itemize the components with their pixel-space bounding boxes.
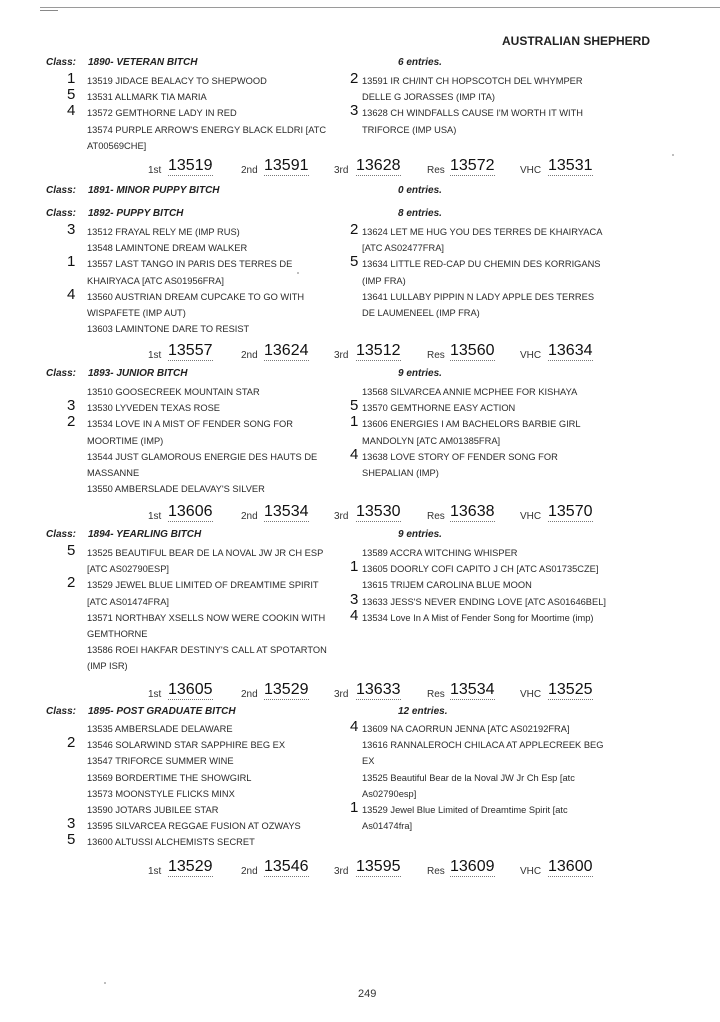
entry-text: 13512 FRAYAL RELY ME (IMP RUS) xyxy=(87,227,240,237)
entries-count: 12 entries. xyxy=(398,706,448,717)
entry-text: (IMP ISR) xyxy=(87,661,128,672)
entry-column-right xyxy=(350,718,652,834)
placing-number: 1 xyxy=(350,558,359,576)
class-label: Class: xyxy=(46,368,77,379)
entry-item xyxy=(87,799,359,818)
entry-item xyxy=(67,815,359,834)
entry-text: DE LAUMENEEL (IMP FRA) xyxy=(362,308,480,319)
entry-text: 13534 Love In A Mist of Fender Song for Moortime (imp) xyxy=(362,612,594,623)
entry-text: 13557 LAST TANGO IN PARIS DES TERRES DE xyxy=(87,259,293,270)
entries-count: 9 entries. xyxy=(398,529,442,540)
entry-text: 13568 SILVARCEA ANNIE MCPHEE FOR KISHAYA xyxy=(362,387,578,397)
award-label-third: 3rd xyxy=(334,689,349,700)
entry-column-left xyxy=(67,384,359,497)
entry-text: 13571 NORTHBAY XSELLS NOW WERE COOKIN WITH xyxy=(87,612,326,623)
placing-number: 3 xyxy=(350,590,359,608)
entry-item xyxy=(350,253,652,288)
entry-item xyxy=(87,718,359,737)
award-value-vhc: 13531 xyxy=(548,157,593,174)
page-title: AUSTRALIAN SHEPHERD xyxy=(501,34,650,48)
award-value-second: 13546 xyxy=(264,858,309,875)
placing-number: 4 xyxy=(350,606,359,624)
awards-row xyxy=(0,853,720,877)
entry-item xyxy=(350,397,652,416)
entry-text: 13525 Beautiful Bear de la Noval JW Jr Ch Esp [atc xyxy=(362,772,575,783)
entry-text: SHEPALIAN (IMP) xyxy=(362,468,439,479)
placing-number: 1 xyxy=(67,253,76,271)
scan-speck xyxy=(104,982,106,984)
entry-item xyxy=(350,718,652,737)
class-name: 1895- POST GRADUATE BITCH xyxy=(88,706,236,717)
placing-number: 4 xyxy=(350,718,359,735)
entry-item xyxy=(362,577,652,593)
placing-number: 2 xyxy=(67,413,76,431)
entry-text: 13529 JEWEL BLUE LIMITED OF DREAMTIME SPIRIT xyxy=(87,580,319,591)
entry-text: 13574 PURPLE ARROW'S ENERGY BLACK ELDRI [ATC xyxy=(87,124,327,135)
entries-count: 0 entries. xyxy=(398,185,442,196)
award-value-third: 13595 xyxy=(356,858,401,875)
entry-item xyxy=(87,753,359,769)
corner-mark xyxy=(40,10,58,11)
entry-text: 13624 LET ME HUG YOU DES TERRES DE KHAIRYACA xyxy=(362,227,603,237)
entry-item xyxy=(87,770,359,786)
entry-item xyxy=(350,799,652,834)
award-value-third: 13628 xyxy=(356,157,401,174)
entry-column-left xyxy=(67,221,359,337)
award-value-third: 13512 xyxy=(356,342,401,359)
entry-text: 13606 ENERGIES I AM BACHELORS BARBIE GIRL xyxy=(362,419,581,430)
entry-text: 13572 GEMTHORNE LADY IN RED xyxy=(87,108,237,119)
class-heading xyxy=(46,208,183,219)
entry-item xyxy=(350,445,652,481)
entry-text: 13548 LAMINTONE DREAM WALKER xyxy=(87,243,248,254)
entry-column-right xyxy=(350,545,652,626)
entry-text: 13529 Jewel Blue Limited of Dreamtime Spirit [atc xyxy=(362,805,568,816)
class-name: 1891- MINOR PUPPY BITCH xyxy=(88,185,220,196)
entry-text: GEMTHORNE xyxy=(87,629,148,640)
placing-number: 5 xyxy=(67,831,76,849)
entry-text: 13628 CH WINDFALLS CAUSE I'M WORTH IT WITH xyxy=(362,108,583,119)
entry-item xyxy=(350,413,652,448)
entry-text: 13603 LAMINTONE DARE TO RESIST xyxy=(87,324,250,335)
placing-number: 2 xyxy=(350,70,359,87)
award-value-first: 13557 xyxy=(168,342,213,359)
class-heading xyxy=(46,368,187,379)
award-value-first: 13606 xyxy=(168,503,213,520)
award-value-vhc: 13570 xyxy=(548,503,593,520)
class-heading xyxy=(46,706,236,717)
award-label-vhc: VHC xyxy=(520,350,542,361)
award-label-reserve: Res xyxy=(427,165,445,176)
placing-number: 3 xyxy=(350,102,359,120)
entry-text: 13560 AUSTRIAN DREAM CUPCAKE TO GO WITH xyxy=(87,291,305,302)
award-value-reserve: 13534 xyxy=(450,681,495,698)
entry-text: 13525 BEAUTIFUL BEAR DE LA NOVAL JW JR CH ESP xyxy=(87,548,324,558)
award-value-third: 13530 xyxy=(356,503,401,520)
award-value-second: 13529 xyxy=(264,681,309,698)
entry-item xyxy=(67,70,359,89)
award-label-reserve: Res xyxy=(427,511,445,522)
entry-text: MANDOLYN [ATC AM01385FRA] xyxy=(362,435,501,446)
entry-text: 13531 ALLMARK TIA MARIA xyxy=(87,92,207,103)
placing-number: 5 xyxy=(350,253,359,271)
entry-column-right xyxy=(350,384,652,481)
entry-text: 13573 MOONSTYLE FLICKS MINX xyxy=(87,788,235,799)
entry-text: 13590 JOTARS JUBILEE STAR xyxy=(87,805,219,816)
entry-text: 13570 GEMTHORNE EASY ACTION xyxy=(362,403,516,414)
award-value-reserve: 13572 xyxy=(450,157,495,174)
entry-column-left xyxy=(67,70,359,154)
entry-item xyxy=(67,221,359,240)
award-value-vhc: 13525 xyxy=(548,681,593,698)
scan-speck xyxy=(297,272,299,274)
entry-text: 13641 LULLABY PIPPIN N LADY APPLE DES TERRES xyxy=(362,291,595,302)
class-section xyxy=(0,185,720,205)
entry-item xyxy=(350,558,652,577)
entry-text: TRIFORCE (IMP USA) xyxy=(362,124,457,135)
entries-count: 8 entries. xyxy=(398,208,442,219)
scan-speck xyxy=(672,154,674,156)
award-label-reserve: Res xyxy=(427,866,445,877)
entries-count: 6 entries. xyxy=(398,57,442,68)
entry-text: 13546 SOLARWIND STAR SAPPHIRE BEG EX xyxy=(87,740,286,751)
award-label-vhc: VHC xyxy=(520,165,542,176)
entry-text: 13530 LYVEDEN TEXAS ROSE xyxy=(87,403,220,414)
entry-text: 13638 LOVE STORY OF FENDER SONG FOR xyxy=(362,451,558,462)
award-value-first: 13519 xyxy=(168,157,213,174)
entry-item xyxy=(87,642,359,674)
entry-item xyxy=(87,481,359,497)
page-number: 249 xyxy=(358,988,377,1000)
entry-item xyxy=(67,86,359,105)
entry-text: EX xyxy=(362,756,375,767)
entry-item xyxy=(67,102,359,121)
award-label-vhc: VHC xyxy=(520,511,542,522)
entry-text: 13544 JUST GLAMOROUS ENERGIE DES HAUTS DE xyxy=(87,451,318,462)
entry-column-right xyxy=(350,221,652,321)
placing-number: 5 xyxy=(350,397,359,415)
class-label: Class: xyxy=(46,57,77,68)
award-label-third: 3rd xyxy=(334,511,349,522)
award-value-vhc: 13600 xyxy=(548,858,593,875)
award-value-reserve: 13560 xyxy=(450,342,495,359)
class-label: Class: xyxy=(46,706,77,717)
entry-item xyxy=(350,590,652,610)
entry-item xyxy=(67,285,359,321)
entry-item xyxy=(362,289,652,321)
entry-item xyxy=(87,445,359,481)
entry-text: DELLE G JORASSES (IMP ITA) xyxy=(362,92,495,103)
entry-item xyxy=(87,786,359,802)
entry-text: 13550 AMBERSLADE DELAVAY'S SILVER xyxy=(87,484,265,495)
award-label-reserve: Res xyxy=(427,689,445,700)
entry-text: MASSANNE xyxy=(87,468,140,479)
award-label-first: 1st xyxy=(148,866,162,877)
entry-item xyxy=(87,240,359,256)
entry-text: 13510 GOOSECREEK MOUNTAIN STAR xyxy=(87,387,260,397)
entry-item xyxy=(87,321,359,337)
placing-number: 2 xyxy=(67,734,76,752)
award-label-second: 2nd xyxy=(241,866,258,877)
placing-number: 5 xyxy=(67,542,76,559)
entry-text: 13591 IR CH/INT CH HOPSCOTCH DEL WHYMPER xyxy=(362,76,583,86)
entry-item xyxy=(350,102,652,137)
award-label-third: 3rd xyxy=(334,350,349,361)
entry-text: 13589 ACCRA WITCHING WHISPER xyxy=(362,548,518,558)
entry-text: 13616 RANNALEROCH CHILACA AT APPLECREEK BEG xyxy=(362,740,604,751)
entry-item xyxy=(67,542,359,577)
entry-text: 13569 BORDERTIME THE SHOWGIRL xyxy=(87,772,252,783)
award-value-reserve: 13609 xyxy=(450,858,495,875)
entry-item xyxy=(67,574,359,609)
award-label-first: 1st xyxy=(148,689,162,700)
award-value-second: 13591 xyxy=(264,157,309,174)
awards-row xyxy=(0,337,720,361)
award-label-second: 2nd xyxy=(241,350,258,361)
awards-row xyxy=(0,152,720,176)
award-label-first: 1st xyxy=(148,350,162,361)
placing-number: 5 xyxy=(67,86,76,104)
entry-text: MOORTIME (IMP) xyxy=(87,435,164,446)
placing-number: 4 xyxy=(67,102,76,120)
entry-item xyxy=(67,831,359,850)
award-value-reserve: 13638 xyxy=(450,503,495,520)
entry-text: As02790esp] xyxy=(362,788,417,799)
placing-number: 1 xyxy=(350,413,359,431)
entries-count: 9 entries. xyxy=(398,368,442,379)
entry-column-left xyxy=(67,718,359,851)
entry-item xyxy=(67,397,359,416)
award-label-vhc: VHC xyxy=(520,689,542,700)
class-label: Class: xyxy=(46,208,77,219)
entry-text: 13605 DOORLY COFI CAPITO J CH [ATC AS01735CZE] xyxy=(362,564,599,575)
award-label-vhc: VHC xyxy=(520,866,542,877)
entry-item xyxy=(350,70,652,105)
award-label-reserve: Res xyxy=(427,350,445,361)
entry-text: 13615 TRIJEM CAROLINA BLUE MOON xyxy=(362,580,532,591)
award-label-second: 2nd xyxy=(241,689,258,700)
placing-number: 3 xyxy=(67,221,76,238)
entry-column-left xyxy=(67,542,359,675)
placing-number: 4 xyxy=(67,285,76,303)
placing-number: 3 xyxy=(67,815,76,833)
entry-text: 13600 ALTUSSI ALCHEMISTS SECRET xyxy=(87,837,255,848)
class-heading xyxy=(46,57,197,68)
entry-item xyxy=(87,606,359,642)
placing-number: 2 xyxy=(350,221,359,238)
class-label: Class: xyxy=(46,529,77,540)
award-label-first: 1st xyxy=(148,165,162,176)
placing-number: 3 xyxy=(67,397,76,415)
class-label: Class: xyxy=(46,185,77,196)
class-name: 1894- YEARLING BITCH xyxy=(88,529,202,540)
entry-text: KHAIRYACA [ATC AS01956FRA] xyxy=(87,275,224,286)
entry-text: 13534 LOVE IN A MIST OF FENDER SONG FOR xyxy=(87,419,293,430)
award-value-second: 13534 xyxy=(264,503,309,520)
entry-item xyxy=(67,413,359,448)
placing-number: 1 xyxy=(67,70,76,87)
entry-item xyxy=(87,122,359,154)
entry-text: (IMP FRA) xyxy=(362,275,406,286)
entry-text: [ATC AS01474FRA] xyxy=(87,596,169,607)
awards-row xyxy=(0,676,720,700)
class-name: 1892- PUPPY BITCH xyxy=(88,208,184,219)
class-heading xyxy=(46,185,220,196)
class-name: 1893- JUNIOR BITCH xyxy=(88,368,188,379)
entry-text: AT00569CHE] xyxy=(87,140,147,151)
award-value-first: 13529 xyxy=(168,858,213,875)
award-value-second: 13624 xyxy=(264,342,309,359)
top-rule xyxy=(40,7,720,8)
award-label-second: 2nd xyxy=(241,165,258,176)
entry-text: 13595 SILVARCEA REGGAE FUSION AT OZWAYS xyxy=(87,821,301,832)
award-value-third: 13633 xyxy=(356,681,401,698)
award-label-first: 1st xyxy=(148,511,162,522)
entry-text: 13586 ROEI HAKFAR DESTINY'S CALL AT SPOTARTON xyxy=(87,645,327,656)
entry-item xyxy=(362,545,652,561)
placing-number: 2 xyxy=(67,574,76,592)
entry-item xyxy=(350,606,652,626)
entry-item xyxy=(350,221,652,256)
entry-item xyxy=(67,253,359,288)
entry-text: 13633 JESS'S NEVER ENDING LOVE [ATC AS01646BEL] xyxy=(362,596,606,607)
entry-text: 13547 TRIFORCE SUMMER WINE xyxy=(87,756,234,767)
entry-item xyxy=(362,737,652,769)
award-label-third: 3rd xyxy=(334,866,349,877)
entry-item xyxy=(362,384,652,400)
entry-text: 13609 NA CAORRUN JENNA [ATC AS02192FRA] xyxy=(362,724,570,734)
award-value-vhc: 13634 xyxy=(548,342,593,359)
entry-text: As01474fra] xyxy=(362,821,413,832)
entry-column-right xyxy=(350,70,652,138)
placing-number: 1 xyxy=(350,799,359,817)
awards-row xyxy=(0,498,720,522)
award-value-first: 13605 xyxy=(168,681,213,698)
entry-item xyxy=(67,734,359,753)
entry-text: [ATC AS02477FRA] xyxy=(362,243,444,254)
entry-text: WISPAFETE (IMP AUT) xyxy=(87,308,186,319)
entry-item xyxy=(362,770,652,802)
entry-text: 13519 JIDACE BEALACY TO SHEPWOOD xyxy=(87,76,267,86)
entry-text: [ATC AS02790ESP] xyxy=(87,564,169,575)
class-name: 1890- VETERAN BITCH xyxy=(88,57,198,68)
placing-number: 4 xyxy=(350,445,359,463)
class-heading xyxy=(46,529,201,540)
award-label-second: 2nd xyxy=(241,511,258,522)
entry-text: 13535 AMBERSLADE DELAWARE xyxy=(87,724,233,734)
award-label-third: 3rd xyxy=(334,165,349,176)
entry-item xyxy=(87,384,359,400)
entry-text: 13634 LITTLE RED-CAP DU CHEMIN DES KORRIGANS xyxy=(362,259,601,270)
